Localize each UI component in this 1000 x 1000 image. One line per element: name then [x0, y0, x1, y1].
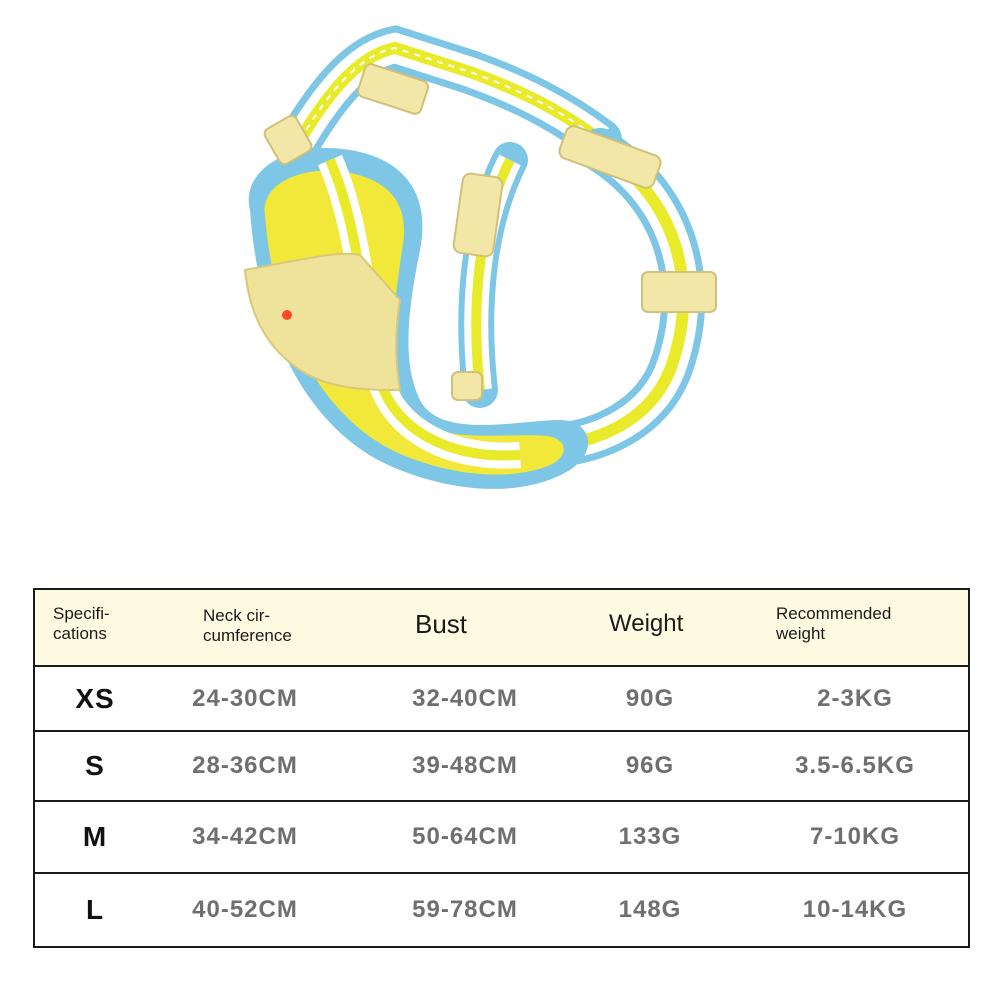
neck-cell: 28-36CM	[192, 752, 298, 779]
table-row	[35, 802, 968, 874]
size-table	[33, 588, 970, 948]
size-cell: XS	[75, 682, 115, 714]
table-header	[35, 590, 968, 667]
table-row	[35, 667, 968, 732]
header-recommended-weight: Recommended weight	[776, 604, 892, 643]
recommended-cell: 3.5-6.5KG	[795, 752, 915, 779]
neck-cell: 24-30CM	[192, 684, 298, 712]
weight-cell: 96G	[625, 752, 675, 779]
header-specifications: Specifi- cations	[53, 604, 110, 643]
slider-buckle-right	[642, 272, 716, 312]
neck-cell: 34-42CM	[192, 823, 298, 850]
header-neck-circumference: Neck cir- cumference	[203, 606, 292, 645]
header-weight: Weight	[609, 610, 684, 637]
bust-cell: 32-40CM	[412, 684, 518, 712]
table-row	[35, 874, 968, 946]
size-cell: S	[85, 750, 105, 781]
weight-cell: 133G	[618, 823, 682, 850]
recommended-cell: 10-14KG	[802, 896, 908, 923]
weight-cell: 90G	[625, 684, 675, 712]
bust-cell: 50-64CM	[412, 823, 518, 850]
bust-cell: 39-48CM	[412, 752, 518, 779]
weight-cell: 148G	[618, 896, 682, 923]
neck-cell: 40-52CM	[192, 896, 298, 923]
body-pad	[245, 148, 588, 489]
recommended-cell: 7-10KG	[809, 823, 901, 850]
size-cell: L	[85, 894, 105, 925]
led-light-icon	[282, 310, 292, 320]
bust-cell: 59-78CM	[412, 896, 518, 923]
neck-strap	[300, 48, 600, 140]
slider-buckle-bottom	[452, 372, 482, 400]
table-row	[35, 732, 968, 802]
recommended-cell: 2-3KG	[817, 684, 893, 712]
size-cell: M	[82, 821, 108, 852]
header-bust: Bust	[415, 609, 468, 639]
